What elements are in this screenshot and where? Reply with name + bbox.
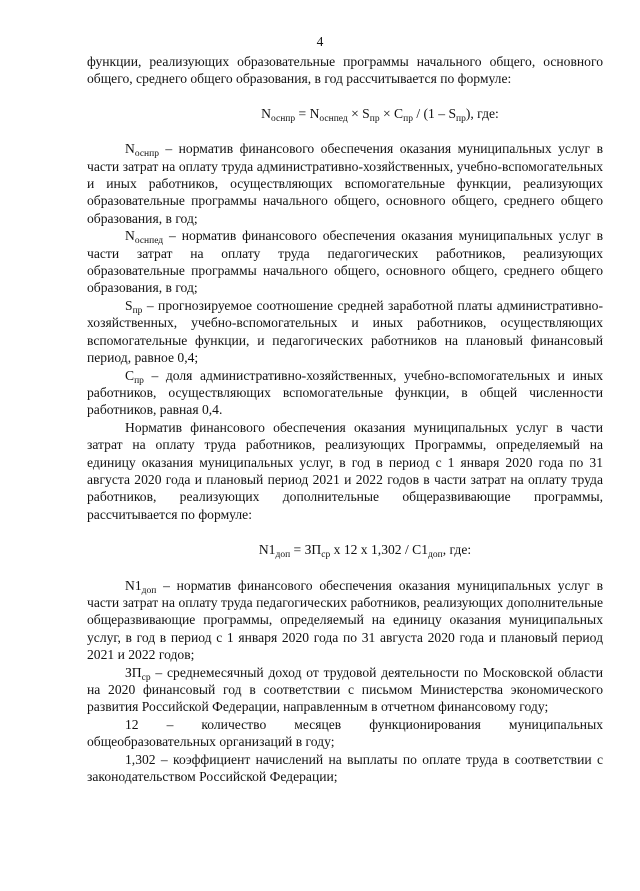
formula-n1-dop xyxy=(87,541,603,561)
formula2-lhs-sub: доп xyxy=(275,550,291,561)
intro-paragraph: функции, реализующих образовательные программы начального общего, основного общего, среднего общего образования, в год рассчитывается по формуле: xyxy=(87,54,603,87)
formula1-t3-sub: пр xyxy=(403,113,413,124)
def6-text: – среднемесячный доход от трудовой деятельности по Московской области на 2020 финансовый год в соответствии с письмом Министерства экономического развития Российской Федерации, направленным в отчетном финансовому году; xyxy=(87,664,603,715)
def5-symbol-sub: доп xyxy=(141,585,157,596)
formula1-lhs-sub: оснпр xyxy=(271,113,296,124)
def4-symbol-sub: пр xyxy=(134,375,144,386)
definition-n1-dop xyxy=(87,577,603,664)
formula2-t1: = ЗП xyxy=(290,542,322,558)
formula1-t4-sub: пр xyxy=(456,113,466,124)
def5-text: – норматив финансового обеспечения оказания муниципальных услуг в части затрат на оплату труда педагогических работников, реализующих дополнительные общеразвивающие программы, определяемый на единицу оказания муниципальных услуг, в год в период с 1 января 2020 года по 31 августа 2020 года и плановый период 2021 и 2022 годов; xyxy=(87,577,603,663)
definition-zp-sr xyxy=(87,664,603,716)
def2-symbol-sub: оснпед xyxy=(134,236,164,247)
def2-symbol: N xyxy=(125,228,135,244)
def1-symbol-sub: оснпр xyxy=(134,149,159,160)
formula2-t2-sub: доп xyxy=(428,550,443,561)
definition-n-oснпед xyxy=(87,227,603,297)
formula2-lhs: N1 xyxy=(258,542,276,558)
formula2-tail: , где: xyxy=(442,542,472,558)
def6-symbol: ЗП xyxy=(125,664,142,680)
def6-symbol-sub: ср xyxy=(141,672,151,683)
formula1-lhs: N xyxy=(261,105,271,121)
def4-text: – доля административно-хозяйственных, учебно-вспомогательных и иных работников, осуществляющих вспомогательные функции, в общей численности работников, равная 0,4. xyxy=(87,367,603,418)
formula1-tail: ), где: xyxy=(465,105,499,121)
norm-paragraph: Норматив финансового обеспечения оказания муниципальных услуг в части затрат на оплату труда работников, реализующих Программы, определяемый на единицу оказания муниципальных услуг, в год в период с 1 января 2020 года по 31 августа 2020 года и плановый период 2021 и 2022 годов в части затрат на оплату труда работников, реализующих дополнительные общеразвивающие программы, рассчитывается по формуле: xyxy=(87,419,603,522)
formula1-t2-sub: пр xyxy=(369,113,380,124)
formula-n-oснпр xyxy=(87,105,603,122)
def5-symbol: N1 xyxy=(125,577,142,593)
def2-text: – норматив финансового обеспечения оказания муниципальных услуг в части затрат на оплату труда педагогических работников, реализующих образовательные программы начального общего, основного общего, среднего общего образования, в год; xyxy=(87,228,603,296)
def3-symbol: S xyxy=(125,297,133,313)
formula1-t1-sub: оснпед xyxy=(319,113,348,124)
formula1-eq: = N xyxy=(295,105,320,121)
def1-text: – норматив финансового обеспечения оказания муниципальных услуг в части затрат на оплату труда административно-хозяйственных, учебно-вспомогательных и иных работников, осуществляющих вспомогательные функции, реализующих образовательные программы начального общего, основного общего, среднего общего образования, в год; xyxy=(87,141,603,226)
page-number: 4 xyxy=(316,34,324,49)
formula2-t1-sub: ср xyxy=(321,550,331,561)
document-body xyxy=(87,53,603,785)
def1-symbol: N xyxy=(125,141,135,157)
formula1-t4: / (1 – S xyxy=(412,105,457,121)
def4-symbol: C xyxy=(125,367,135,383)
definition-1302-coefficient: 1,302 – коэффициент начислений на выплаты по оплате труда в соответствии с законодательством Российской Федерации; xyxy=(87,751,603,785)
definition-n-oснпр xyxy=(87,140,603,227)
definition-s-pr xyxy=(87,297,603,367)
formula1-t3: × C xyxy=(379,105,404,121)
formula2-t2: х 12 х 1,302 / С1 xyxy=(330,542,429,558)
definition-c-pr xyxy=(87,367,603,419)
def3-text: – прогнозируемое соотношение средней заработной платы административно-хозяйственных, учебно-вспомогательных и иных работников, осуществляющих вспомогательные функции, и педагогических работников на плановый финансовый период, равное 0,4; xyxy=(87,297,603,366)
def3-symbol-sub: пр xyxy=(132,305,143,316)
definition-12-months: 12 – количество месяцев функционирования муниципальных общеобразовательных организаций в году; xyxy=(87,716,603,750)
formula1-t2: × S xyxy=(347,105,370,121)
